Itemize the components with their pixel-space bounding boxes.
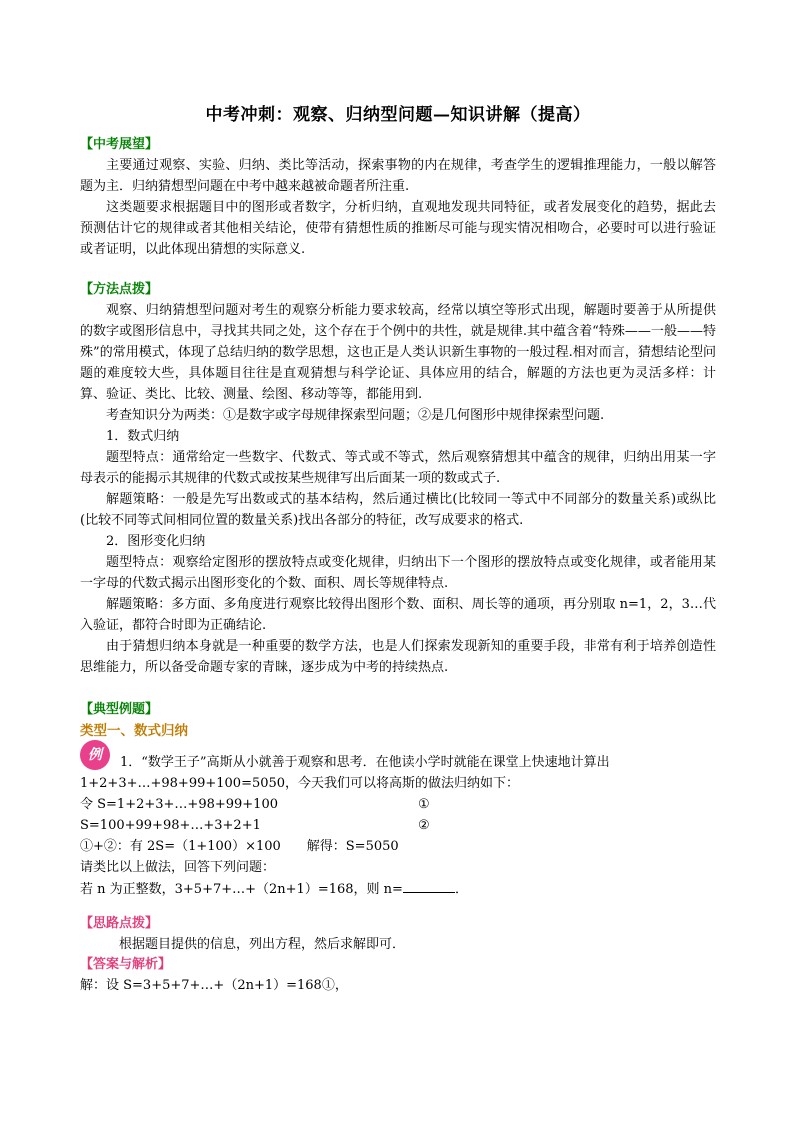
example-line: 1+2+3+…+98+99+100=5050，今天我们可以将高斯的做法归纳如下：: [80, 776, 520, 791]
example-line: 请类比以上做法，回答下列问题：: [80, 860, 276, 875]
equation-mark: ②: [418, 818, 430, 833]
equation: S=100+99+98+…+3+2+1: [80, 818, 261, 833]
equation: 令 S=1+2+3+…+98+99+100: [80, 797, 278, 812]
answer-heading: 【答案与解析】: [80, 957, 172, 972]
paragraph: 解题策略：一般是先写出数或式的基本结构，然后通过横比(比较同一等式中不同部分的数量关系)或纵比(比较不同等式间相同位置的数量关系)找出各部分的特征，改写成要求的格式.: [80, 492, 716, 528]
example-badge-icon: 例: [80, 740, 110, 770]
paragraph: 主要通过观察、实验、归纳、类比等活动，探索事物的内在规律，考查学生的逻辑推理能力，一般以解答题为主．归纳猜想型问题在中考中越来越被命题者所注重.: [80, 158, 716, 194]
hint-text: 根据题目提供的信息，列出方程，然后求解即可．: [119, 937, 406, 952]
subheading: 1．数式归纳: [106, 429, 180, 444]
section-heading-method: 【方法点拨】: [80, 282, 159, 297]
equation-line-1: [80, 794, 716, 815]
paragraph: 题型特点：通常给定一些数字、代数式、等式或不等式，然后观察猜想其中蕴含的规律，归纳出用某一字母表示的能揭示其规律的代数式或按某些规律写出后面某一项的数或式子.: [80, 450, 716, 486]
question-text: 若 n 为正整数，3+5+7+…+（2n+1）=168，则 n=: [80, 882, 403, 897]
section-heading-examples: 【典型例题】: [80, 702, 159, 717]
type-heading: 类型一、数式归纳: [80, 723, 188, 739]
paragraph: 题型特点：观察给定图形的摆放特点或变化规律，归纳出下一个图形的摆放特点或变化规律，或者能用某一字母的代数式揭示出图形变化的个数、面积、周长等规律特点.: [80, 555, 716, 591]
paragraph: 考查知识分为两类：①是数字或字母规律探索型问题；②是几何图形中规律探索型问题.: [106, 408, 605, 423]
subheading: 2．图形变化归纳: [106, 534, 206, 549]
example-block: [80, 746, 716, 773]
example-question: [80, 878, 716, 900]
paragraph: 由于猜想归纳本身就是一种重要的数学方法，也是人们探索发现新知的重要手段，非常有利于培养创造性思维能力，所以备受命题专家的青睐，逐步成为中考的持续热点.: [80, 639, 716, 675]
equation-line-2: [80, 815, 716, 836]
section-heading-outlook: 【中考展望】: [80, 137, 159, 152]
hint-heading: 【思路点拨】: [80, 916, 159, 931]
paragraph: 这类题要求根据题目中的图形或者数字，分析归纳，直观地发现共同特征，或者发展变化的趋势，据此去预测估计它的规律或者其他相关结论，使带有猜想性质的推断尽可能与现实情况相吻合，必要时可以进行验证或者证明，以此体现出猜想的实际意义.: [80, 200, 716, 257]
equation-line-3: ①+②：有 2S=（1+100）×100 解得：S=5050: [80, 839, 399, 854]
document-page: [80, 100, 716, 996]
answer-blank: [403, 878, 455, 893]
paragraph: 解题策略：多方面、多角度进行观察比较得出图形个数、面积、周长等的通项，再分别取 n=1，2，3…代入验证，都符合时即为正确结论.: [80, 597, 716, 633]
answer-text: 解：设 S=3+5+7+…+（2n+1）=168①，: [80, 978, 348, 993]
question-end: ．: [454, 882, 468, 897]
equation-mark: ①: [418, 797, 430, 812]
doc-title: 中考冲刺：观察、归纳型问题—知识讲解（提高）: [205, 105, 591, 125]
paragraph: 观察、归纳猜想型问题对考生的观察分析能力要求较高，经常以填空等形式出现，解题时要善于从所提供的数字或图形信息中，寻找其共同之处，这个存在于个例中的共性，就是规律.其中蕴含着“特殊——一般——特殊”的常用模式，体现了总结归纳的数学思想，这也正是人类认识新生事物的一般过程.相对而言，猜想结论型问题的难度较大些，具体题目往往是直观猜想与科学论证、具体应用的结合，解题的方法也更为灵活多样：计算、验证、类比、比较、测量、绘图、移动等等，都能用到.: [80, 303, 716, 402]
example-line: 1．“数学王子”高斯从小就善于观察和思考．在他读小学时就能在课堂上快速地计算出: [120, 755, 610, 770]
